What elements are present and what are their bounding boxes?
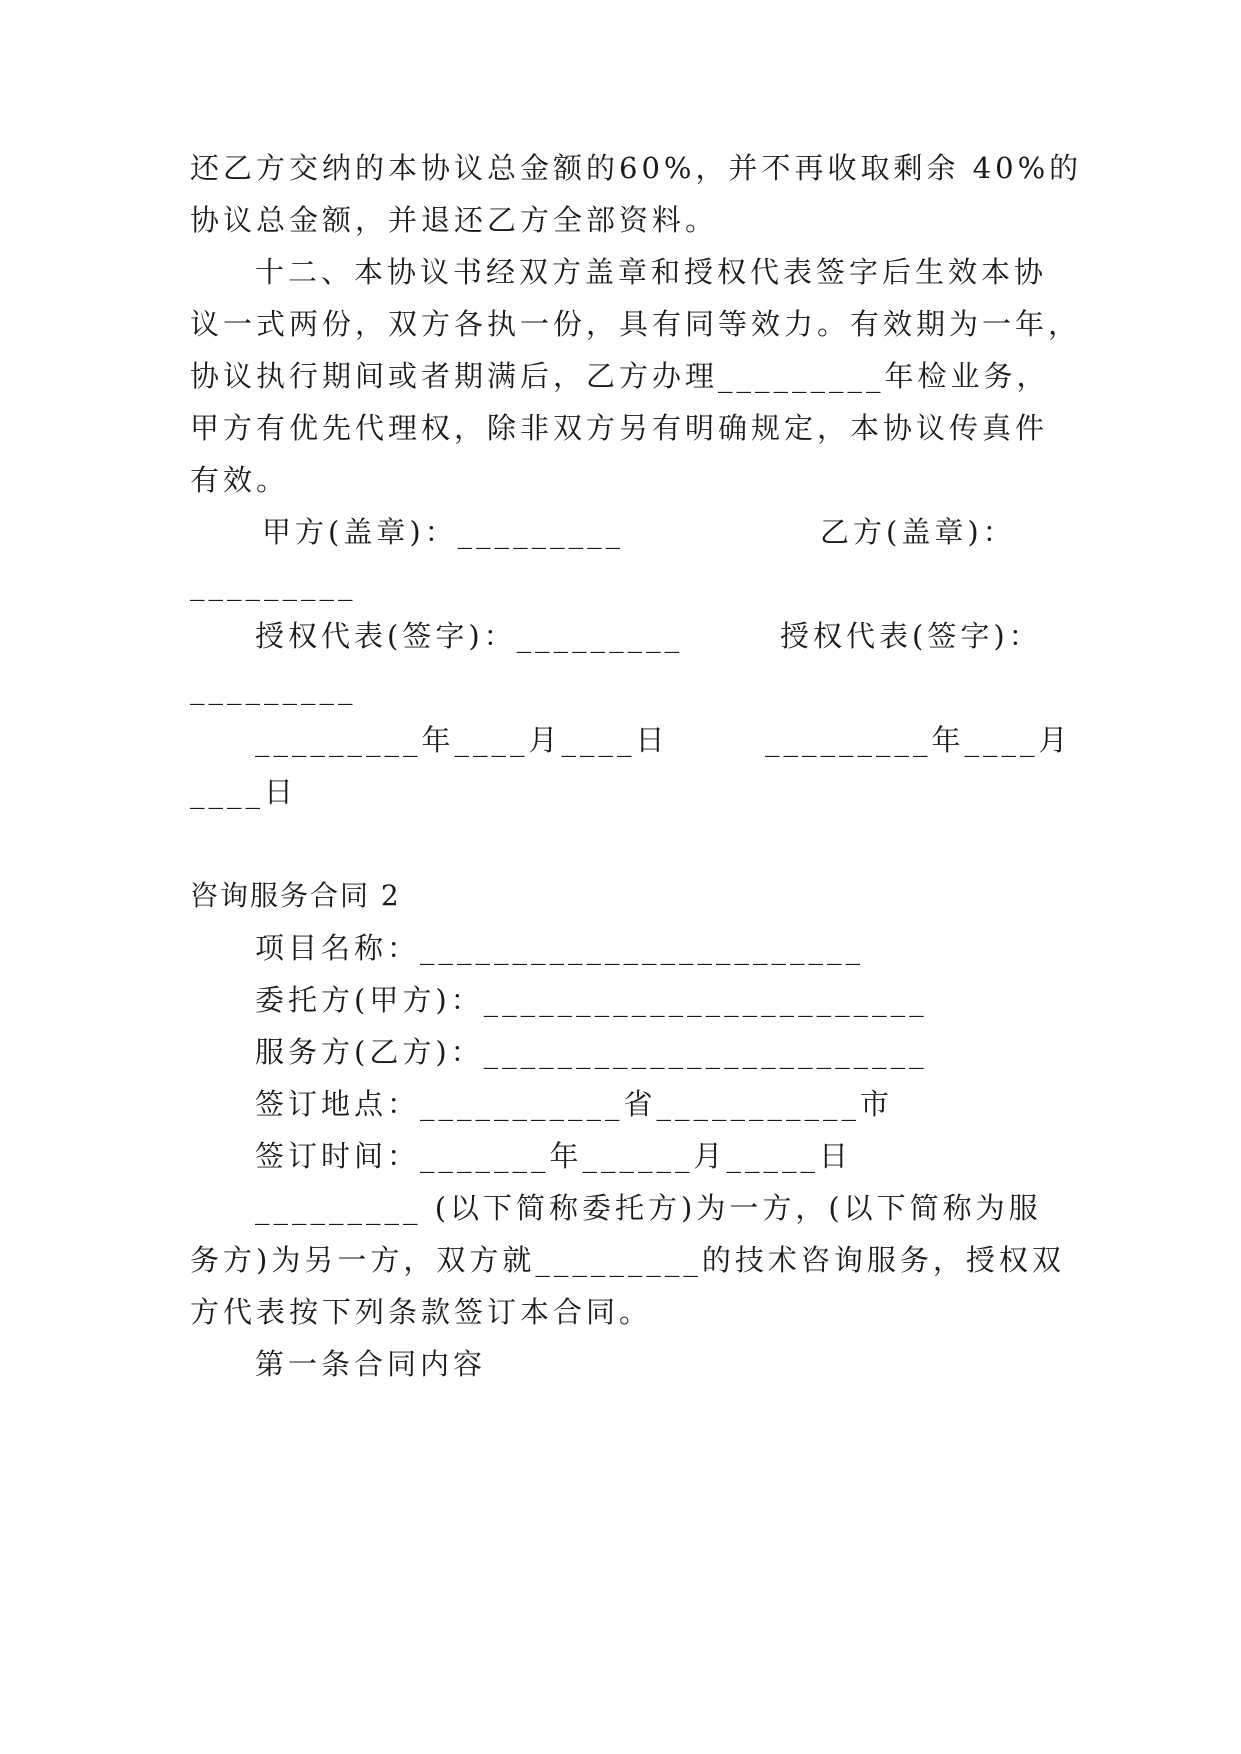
party-b-seal-blank: _________ bbox=[190, 567, 357, 601]
provider-field: 服务方(乙方)：________________________ bbox=[255, 1035, 928, 1069]
paragraph-line: 还乙方交纳的本协议总金额的60%，并不再收取剩余 40%的 bbox=[190, 151, 1083, 185]
signing-place-field: 签订地点：___________省___________市 bbox=[255, 1087, 894, 1121]
article-one-heading: 第一条合同内容 bbox=[255, 1347, 487, 1381]
intro-line: _________ (以下简称委托方)为一方，(以下简称为服 bbox=[255, 1191, 1042, 1225]
signing-time-field: 签订时间：_______年______月_____日 bbox=[255, 1139, 853, 1173]
clause-twelve-line: 甲方有优先代理权，除非双方另有明确规定，本协议传真件 bbox=[190, 411, 1049, 445]
client-field: 委托方(甲方)：________________________ bbox=[255, 983, 928, 1017]
party-b-representative-blank: _________ bbox=[190, 671, 357, 705]
party-a-date: _________年____月____日 bbox=[255, 723, 669, 757]
party-a-representative: 授权代表(签字)：_________ bbox=[255, 619, 684, 653]
party-a-seal: 甲方(盖章)：_________ bbox=[262, 515, 625, 549]
contract-title: 咨询服务合同 2 bbox=[190, 879, 401, 912]
intro-line: 务方)为另一方，双方就_________的技术咨询服务，授权双 bbox=[190, 1243, 1065, 1277]
clause-twelve-line: 十二、本协议书经双方盖章和授权代表签字后生效本协 bbox=[255, 255, 1048, 289]
intro-line: 方代表按下列条款签订本合同。 bbox=[190, 1295, 653, 1329]
clause-twelve-line: 议一式两份，双方各执一份，具有同等效力。有效期为一年， bbox=[190, 307, 1082, 341]
party-b-representative: 授权代表(签字)： bbox=[780, 619, 1042, 653]
project-name-field: 项目名称：________________________ bbox=[255, 931, 865, 965]
party-b-date-day: ____日 bbox=[190, 775, 298, 809]
party-b-seal: 乙方(盖章)： bbox=[820, 515, 1016, 549]
clause-twelve-line: 协议执行期间或者期满后，乙方办理_________年检业务， bbox=[190, 359, 1050, 393]
paragraph-line: 协议总金额，并退还乙方全部资料。 bbox=[190, 203, 719, 237]
party-b-date: _________年____月 bbox=[765, 723, 1072, 757]
clause-twelve-line: 有效。 bbox=[190, 463, 290, 497]
